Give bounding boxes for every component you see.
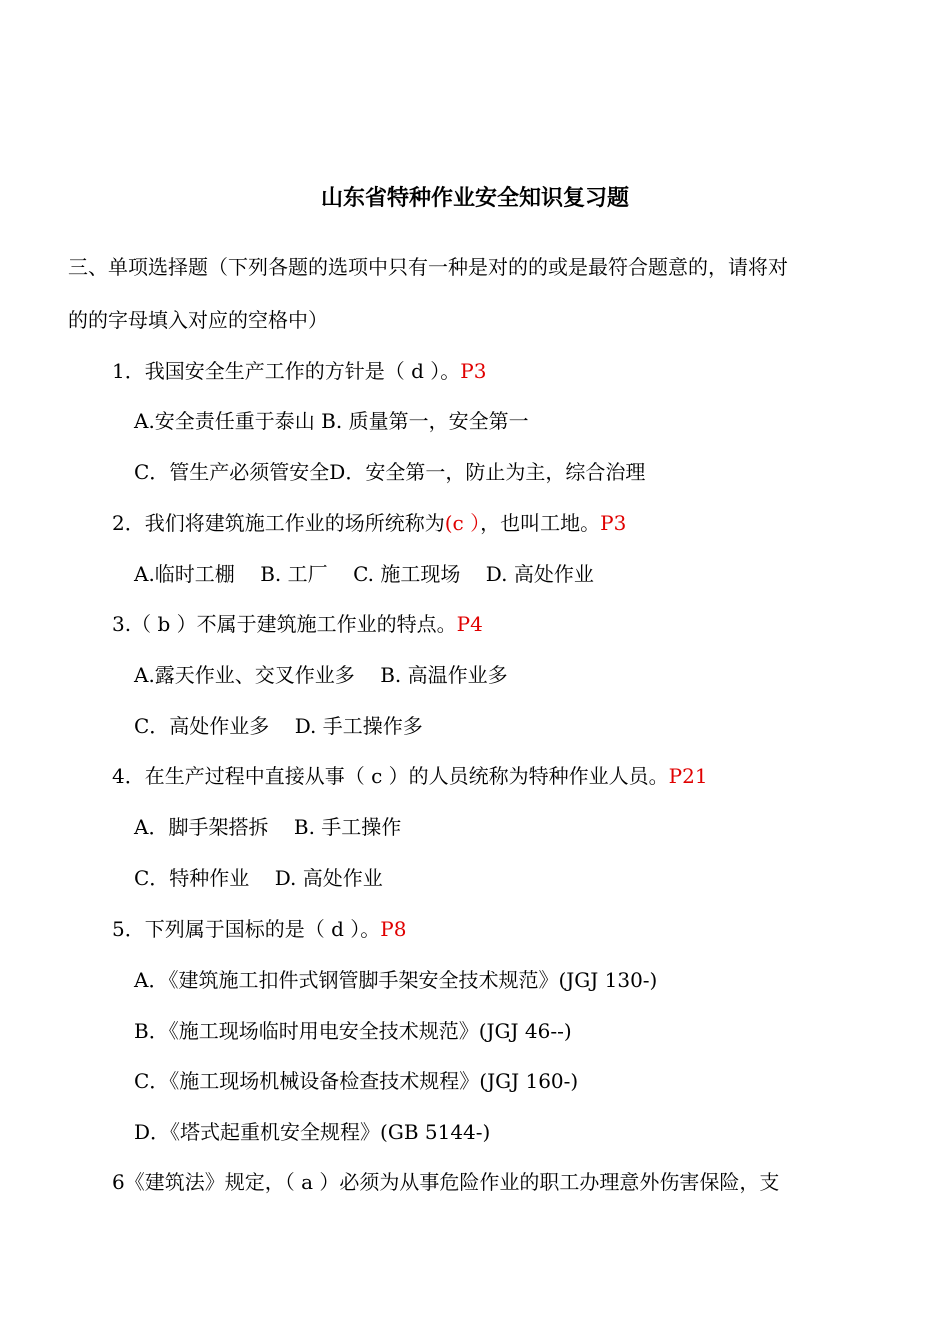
question-5-option-line-4: D．《塔式起重机安全规程》(GB 5144-) <box>134 1120 491 1144</box>
question-3-option-line-2: C．高处作业多 D. 手工操作多 <box>134 714 423 738</box>
document-title: 山东省特种作业安全知识复习题 <box>320 186 629 211</box>
question-6-stem: 6《建筑法》规定，（ a ）必须为从事危险作业的职工办理意外伤害保险，支 <box>112 1170 780 1194</box>
question-2-stem-after: ，也叫工地。 <box>480 511 601 535</box>
question-3-stem: 3.（ b ）不属于建筑施工作业的特点。 <box>112 612 457 636</box>
question-1-option-line-2: C．管生产必须管安全D．安全第一，防止为主，综合治理 <box>134 460 646 484</box>
question-5-option-line-3: C．《施工现场机械设备检查技术规程》(JGJ 160-) <box>134 1069 579 1093</box>
question-5-option-line-1: A．《建筑施工扣件式钢管脚手架安全技术规范》(JGJ 130-) <box>134 968 658 992</box>
question-1-stem: 1．我国安全生产工作的方针是（ d ）。 <box>112 359 461 383</box>
question-3 <box>112 609 483 639</box>
question-4-option-line-1: A．脚手架搭拆 B. 手工操作 <box>134 815 402 839</box>
question-3-option-line-1: A.露天作业、交叉作业多 B. 高温作业多 <box>134 663 508 687</box>
question-5-stem: 5．下列属于国标的是（ d ）。 <box>112 917 381 941</box>
question-1-page-ref: P3 <box>460 359 487 383</box>
section-heading-line-2: 的的字母填入对应的空格中） <box>68 308 328 332</box>
question-5 <box>112 914 406 944</box>
question-4 <box>112 761 708 791</box>
question-1 <box>112 356 486 386</box>
question-2-answer: (c ） <box>444 511 481 535</box>
question-4-option-line-2: C．特种作业 D. 高处作业 <box>134 866 383 890</box>
question-2-stem: 2．我们将建筑施工作业的场所统称为 <box>112 511 445 535</box>
question-3-page-ref: P4 <box>456 612 483 636</box>
question-2-page-ref: P3 <box>600 511 627 535</box>
section-heading-line-1: 三、单项选择题（下列各题的选项中只有一种是对的的或是最符合题意的，请将对 <box>68 255 788 279</box>
question-1-option-line-1: A.安全责任重于泰山 B. 质量第一，安全第一 <box>134 409 529 433</box>
question-4-page-ref: P21 <box>668 764 708 788</box>
question-4-stem: 4．在生产过程中直接从事（ c ）的人员统称为特种作业人员。 <box>112 764 669 788</box>
question-5-page-ref: P8 <box>380 917 407 941</box>
question-2 <box>112 508 626 538</box>
question-2-option-line-1: A.临时工棚 B. 工厂 C. 施工现场 D. 高处作业 <box>134 562 594 586</box>
question-5-option-line-2: B．《施工现场临时用电安全技术规范》(JGJ 46--) <box>134 1019 572 1043</box>
question-6 <box>112 1167 779 1197</box>
